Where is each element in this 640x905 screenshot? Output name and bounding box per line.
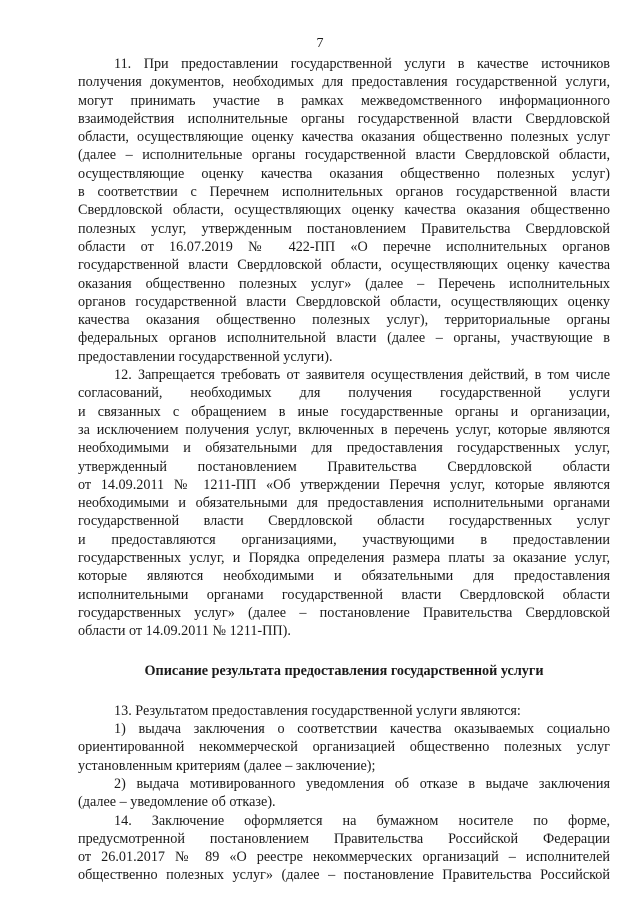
text-line: 11. При предоставлении государственной услуги в качестве источников (114, 56, 610, 72)
text-line: установленным критериям (далее – заключение); (78, 757, 376, 774)
paragraph-12 (78, 366, 610, 640)
text-line: (далее – уведомление об отказе). (78, 794, 276, 811)
text-line: (далее – исполнительные органы государственной власти Свердловской области, (78, 147, 610, 164)
text-line: органов государственной власти Свердловской области, осуществляющих оценку (78, 293, 610, 310)
text-line: от 26.01.2017 № 89 «О реестре некоммерческих организаций – исполнителей (78, 849, 610, 866)
text-line: исполнительными органами государственной власти Свердловской области (78, 586, 610, 603)
page-number: 7 (316, 36, 324, 51)
text-line: согласований, необходимых для получения государственной услуги (78, 385, 610, 402)
text-line: 2) выдача мотивированного уведомления об отказе в выдаче заключения (114, 775, 610, 792)
text-line: предусмотренной постановлением Правительства Российской Федерации (78, 830, 610, 847)
text-line: области от 16.07.2019 № 422-ПП «О перечне исполнительных органов (78, 238, 610, 255)
text-line: 1) выдача заключения о соответствии качества оказываемых социально (114, 721, 610, 738)
text-line: Свердловской области, осуществляющих оценку качества оказания общественно (78, 202, 610, 219)
paragraph-14 (78, 812, 610, 885)
section-heading: Описание результата предоставления государственной услуги (144, 662, 544, 679)
text-line: федеральных органов исполнительной власти (далее – органы, участвующие в (78, 330, 610, 347)
text-line: области, осуществляющие оценку качества оказания общественно полезных услуг (78, 129, 610, 146)
text-line: предоставлении государственной услуги). (78, 348, 333, 365)
paragraph-13 (78, 702, 610, 720)
text-line: ориентированной некоммерческой организацией общественно полезных услуг (78, 739, 610, 756)
text-line: качества оказания общественно полезных услуг), территориальные органы (78, 312, 610, 329)
text-line: области от 14.09.2011 № 1211-ПП). (78, 623, 291, 640)
text-line: взаимодействия исполнительные органы государственной власти Свердловской (78, 110, 610, 127)
text-line: 13. Результатом предоставления государственной услуги являются: (114, 702, 521, 719)
result-item-1 (78, 720, 610, 775)
text-line: государственных услуг» (далее – постановление Правительства Свердловской (78, 604, 610, 621)
paragraph-11 (78, 55, 610, 366)
text-line: оказания общественно полезных услуг» (далее – Перечень исполнительных (78, 275, 610, 292)
text-line: могут принимать участие в рамках межведомственного информационного (78, 92, 610, 109)
text-line: утвержденный постановлением Правительства Свердловской области (78, 458, 610, 475)
text-line: необходимыми и обязательными для предоставления исполнительными органами (78, 495, 610, 512)
text-line: государственной власти Свердловской области государственных услуг (78, 513, 610, 530)
result-item-2 (78, 775, 610, 812)
text-line: осуществляющие оценку качества оказания общественно полезных услуг) (78, 165, 610, 182)
text-line: получения документов, необходимых для предоставления государственной услуги, (78, 74, 610, 91)
text-line: за исключением получения услуг, включенных в перечень услуг, которые являются (78, 421, 610, 438)
document-body (78, 55, 610, 885)
text-line: полезных услуг, утвержденным постановлением Правительства Свердловской (78, 220, 610, 237)
text-line: которые являются необходимыми и обязательными для предоставления (78, 568, 610, 585)
text-line: необходимыми и обязательными для предоставления государственных услуг, (78, 440, 610, 457)
text-line: в соответствии с Перечнем исполнительных органов государственной власти (78, 184, 610, 201)
text-line: государственной власти Свердловской области, осуществляющих оценку качества (78, 257, 610, 274)
text-line: от 14.09.2011 № 1211-ПП «Об утверждении Перечня услуг, которые являются (78, 476, 610, 493)
text-line: государственных услуг, и Порядка определения размера платы за оказание услуг, (78, 550, 610, 567)
text-line: 14. Заключение оформляется на бумажном носителе по форме, (114, 812, 610, 829)
text-line: и связанных с обращением в иные государственные органы и организации, (78, 403, 610, 420)
text-line: общественно полезных услуг» (далее – постановление Правительства Российской (78, 867, 610, 884)
text-line: 12. Запрещается требовать от заявителя осуществления действий, в том числе (114, 367, 610, 384)
text-line: и предоставляются организациями, участвующими в предоставлении (78, 531, 610, 548)
